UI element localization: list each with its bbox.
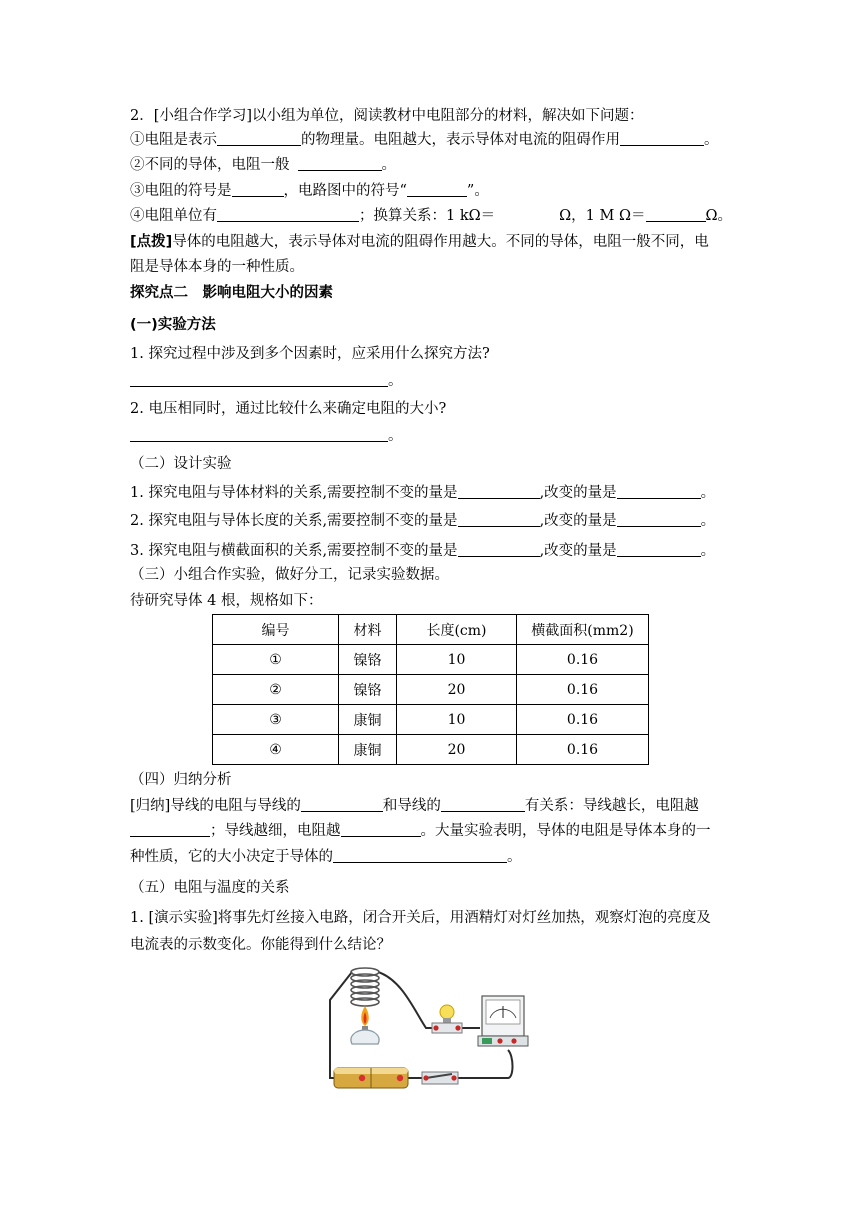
table-cell: 20 xyxy=(397,735,517,765)
blank[interactable] xyxy=(407,182,467,197)
blank[interactable] xyxy=(458,512,540,527)
table-cell: ① xyxy=(213,645,339,675)
ammeter-icon xyxy=(478,996,528,1046)
tip-line2: 阻是导体本身的一种性质。 xyxy=(130,259,304,275)
table-cell: 10 xyxy=(397,645,517,675)
blank[interactable] xyxy=(232,182,284,197)
table-header: 横截面积(mm2) xyxy=(517,615,649,645)
table-cell: 镍铬 xyxy=(339,675,397,705)
table-cell: 康铜 xyxy=(339,735,397,765)
table-cell: 20 xyxy=(397,675,517,705)
filament-coil-icon xyxy=(351,968,379,1006)
method-q1: 1. 探究过程中涉及到多个因素时，应采用什么探究方法? xyxy=(130,346,490,362)
wire xyxy=(330,972,352,1078)
table-header: 编号 xyxy=(213,615,339,645)
alcohol-lamp-icon xyxy=(351,1006,379,1044)
q2-line4: ④电阻单位有 ；换算关系：1 kΩ＝ Ω，1 M Ω＝ Ω。 xyxy=(130,208,733,224)
blank[interactable] xyxy=(441,797,525,812)
design-q3: 3. 探究电阻与横截面积的关系,需要控制不变的量是 ,改变的量是 。 xyxy=(130,543,716,559)
blank[interactable] xyxy=(298,156,382,171)
blank[interactable] xyxy=(617,512,701,527)
table-cell: 康铜 xyxy=(339,705,397,735)
table-cell: 0.16 xyxy=(517,675,649,705)
blank[interactable] xyxy=(341,822,421,837)
method-q1-answer: 。 xyxy=(130,372,403,390)
conductor-table xyxy=(212,614,649,765)
table-row xyxy=(213,645,649,675)
wire xyxy=(378,972,432,1028)
table-row xyxy=(213,705,649,735)
blank[interactable] xyxy=(617,484,701,499)
method-q2: 2. 电压相同时，通过比较什么来确定电阻的大小? xyxy=(130,401,447,417)
design-q2: 2. 探究电阻与导体长度的关系,需要控制不变的量是 ,改变的量是 。 xyxy=(130,513,716,529)
conductors-line: 待研究导体 4 根，规格如下： xyxy=(130,593,323,609)
answer-blank[interactable] xyxy=(130,372,388,387)
table-cell: 0.16 xyxy=(517,735,649,765)
table-header: 长度(cm) xyxy=(397,615,517,645)
table-cell: 镍铬 xyxy=(339,645,397,675)
section-title: 探究点二 影响电阻大小的因素 xyxy=(130,285,333,301)
analysis-title: （四）归纳分析 xyxy=(130,772,232,788)
table-cell: ④ xyxy=(213,735,339,765)
design-title: （二）设计实验 xyxy=(130,456,232,472)
circuit-figure xyxy=(322,960,534,1096)
blank[interactable] xyxy=(130,822,210,837)
table-header: 材料 xyxy=(339,615,397,645)
battery-icon xyxy=(334,1068,408,1088)
q2-line1: ①电阻是表示 的物理量。电阻越大，表示导体对电流的阻碍作用 。 xyxy=(130,132,719,148)
switch-icon xyxy=(422,1072,458,1084)
method-q2-answer: 。 xyxy=(130,427,403,445)
wire xyxy=(458,1050,513,1078)
method-title: (一)实验方法 xyxy=(130,317,216,333)
table-cell: 0.16 xyxy=(517,645,649,675)
q2-line2: ②不同的导体，电阻一般 。 xyxy=(130,157,396,173)
blank[interactable] xyxy=(301,797,383,812)
table-cell: ② xyxy=(213,675,339,705)
q2-line3: ③电阻的符号是 ，电路图中的符号“ ”。 xyxy=(130,183,489,199)
answer-blank[interactable] xyxy=(130,427,388,442)
blank[interactable] xyxy=(217,207,359,222)
temp-q1-line2: 电流表的示数变化。你能得到什么结论？ xyxy=(130,937,391,953)
blank[interactable] xyxy=(458,484,540,499)
table-row xyxy=(213,735,649,765)
blank[interactable] xyxy=(620,131,704,146)
blank[interactable] xyxy=(217,131,301,146)
table-header-row xyxy=(213,615,649,645)
design-q1: 1. 探究电阻与导体材料的关系,需要控制不变的量是 ,改变的量是 。 xyxy=(130,485,716,501)
blank[interactable] xyxy=(333,848,507,863)
temp-q1-line1: 1. [演示实验]将事先灯丝接入电路，闭合开关后，用酒精灯对灯丝加热，观察灯泡的亮度及 xyxy=(130,910,711,926)
table-cell: 0.16 xyxy=(517,705,649,735)
analysis-line2: ；导线越细，电阻越 。大量实验表明，导体的电阻是导体本身的一 xyxy=(130,822,711,840)
table-row xyxy=(213,675,649,705)
temp-title: （五）电阻与温度的关系 xyxy=(130,880,290,896)
blank[interactable] xyxy=(458,542,540,557)
blank[interactable] xyxy=(646,207,706,222)
blank[interactable] xyxy=(617,542,701,557)
q2-intro: 2．[小组合作学习]以小组为单位，阅读教材中电阻部分的材料，解决如下问题： xyxy=(130,108,644,124)
analysis-line1: [归纳]导线的电阻与导线的 和导线的 有关系：导线越长，电阻越 xyxy=(130,798,699,814)
analysis-line3: 种性质，它的大小决定于导体的 。 xyxy=(130,849,522,865)
circuit-diagram xyxy=(322,960,534,1092)
tip-label: [点拨] xyxy=(130,234,173,250)
table-cell: ③ xyxy=(213,705,339,735)
tip-line1: [点拨]导体的电阻越大，表示导体对电流的阻碍作用越大。不同的导体，电阻一般不同，电 xyxy=(130,234,709,250)
group-title: （三）小组合作实验，做好分工，记录实验数据。 xyxy=(130,567,449,583)
light-bulb-icon xyxy=(432,1005,462,1033)
table-cell: 10 xyxy=(397,705,517,735)
